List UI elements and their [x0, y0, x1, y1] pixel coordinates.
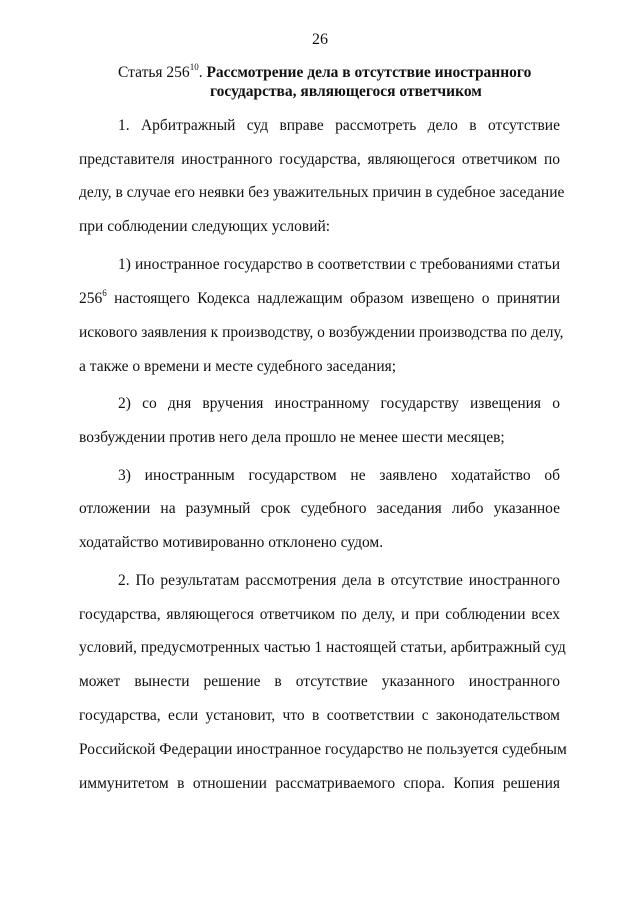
item-3-line-3: ходатайство мотивированно отклонено судом.	[79, 534, 384, 551]
statute-number: 256	[79, 290, 103, 307]
item-1-line-3: искового заявления к производству, о возбуждении производства по делу,	[79, 324, 564, 341]
item-1-line-2	[79, 289, 560, 309]
item-1-line-4: а также о времени и месте судебного заседания;	[79, 358, 397, 375]
item-3-line-2: отложении на разумный срок судебного заседания либо указанное	[79, 500, 560, 517]
article-number-superscript: 10	[189, 61, 199, 72]
article-heading	[118, 63, 578, 101]
paragraph-2-line-7: иммунитетом в отношении рассматриваемого спора. Копия решения	[79, 775, 560, 792]
paragraph-2-line-6: Российской Федерации иностранное государство не пользуется судебным	[79, 741, 567, 758]
item-2-line-1: 2) со дня вручения иностранному государству извещения о	[118, 395, 560, 412]
item-2-line-2: возбуждении против него дела прошло не менее шести месяцев;	[79, 429, 505, 446]
page-number: 26	[312, 31, 328, 48]
paragraph-2-line-1: 2. По результатам рассмотрения дела в отсутствие иностранного	[118, 572, 560, 589]
paragraph-2-line-2: государства, являющегося ответчиком по делу, и при соблюдении всех	[79, 606, 560, 623]
paragraph-1-line-3: делу, в случае его неявки без уважительных причин в судебное заседание	[79, 184, 565, 201]
article-number-dot: .	[198, 64, 207, 81]
item-3-line-1: 3) иностранным государством не заявлено ходатайство об	[118, 467, 560, 484]
paragraph-1-line-2: представителя иностранного государства, являющегося ответчиком по	[79, 151, 560, 168]
paragraph-2-line-4: может вынести решение в отсутствие указанного иностранного	[79, 673, 560, 690]
item-1-line-1: 1) иностранное государство в соответствии с требованиями статьи	[118, 256, 560, 273]
article-title-line-1: Рассмотрение дела в отсутствие иностранного	[206, 64, 532, 81]
paragraph-1-line-1: 1. Арбитражный суд вправе рассмотреть дело в отсутствие	[118, 117, 560, 134]
paragraph-2-line-5: государства, если установит, что в соответствии с законодательством	[79, 707, 560, 724]
statute-number-superscript: 6	[102, 287, 107, 298]
item-1-line-2-text: настоящего Кодекса надлежащим образом извещено о принятии	[106, 290, 560, 307]
article-title-line-2: государства, являющегося ответчиком	[210, 83, 482, 100]
article-number: Статья 256	[118, 64, 190, 81]
paragraph-2-line-3: условий, предусмотренных частью 1 настоящей статьи, арбитражный суд	[79, 639, 566, 656]
paragraph-1-line-4: при соблюдении следующих условий:	[79, 218, 331, 235]
